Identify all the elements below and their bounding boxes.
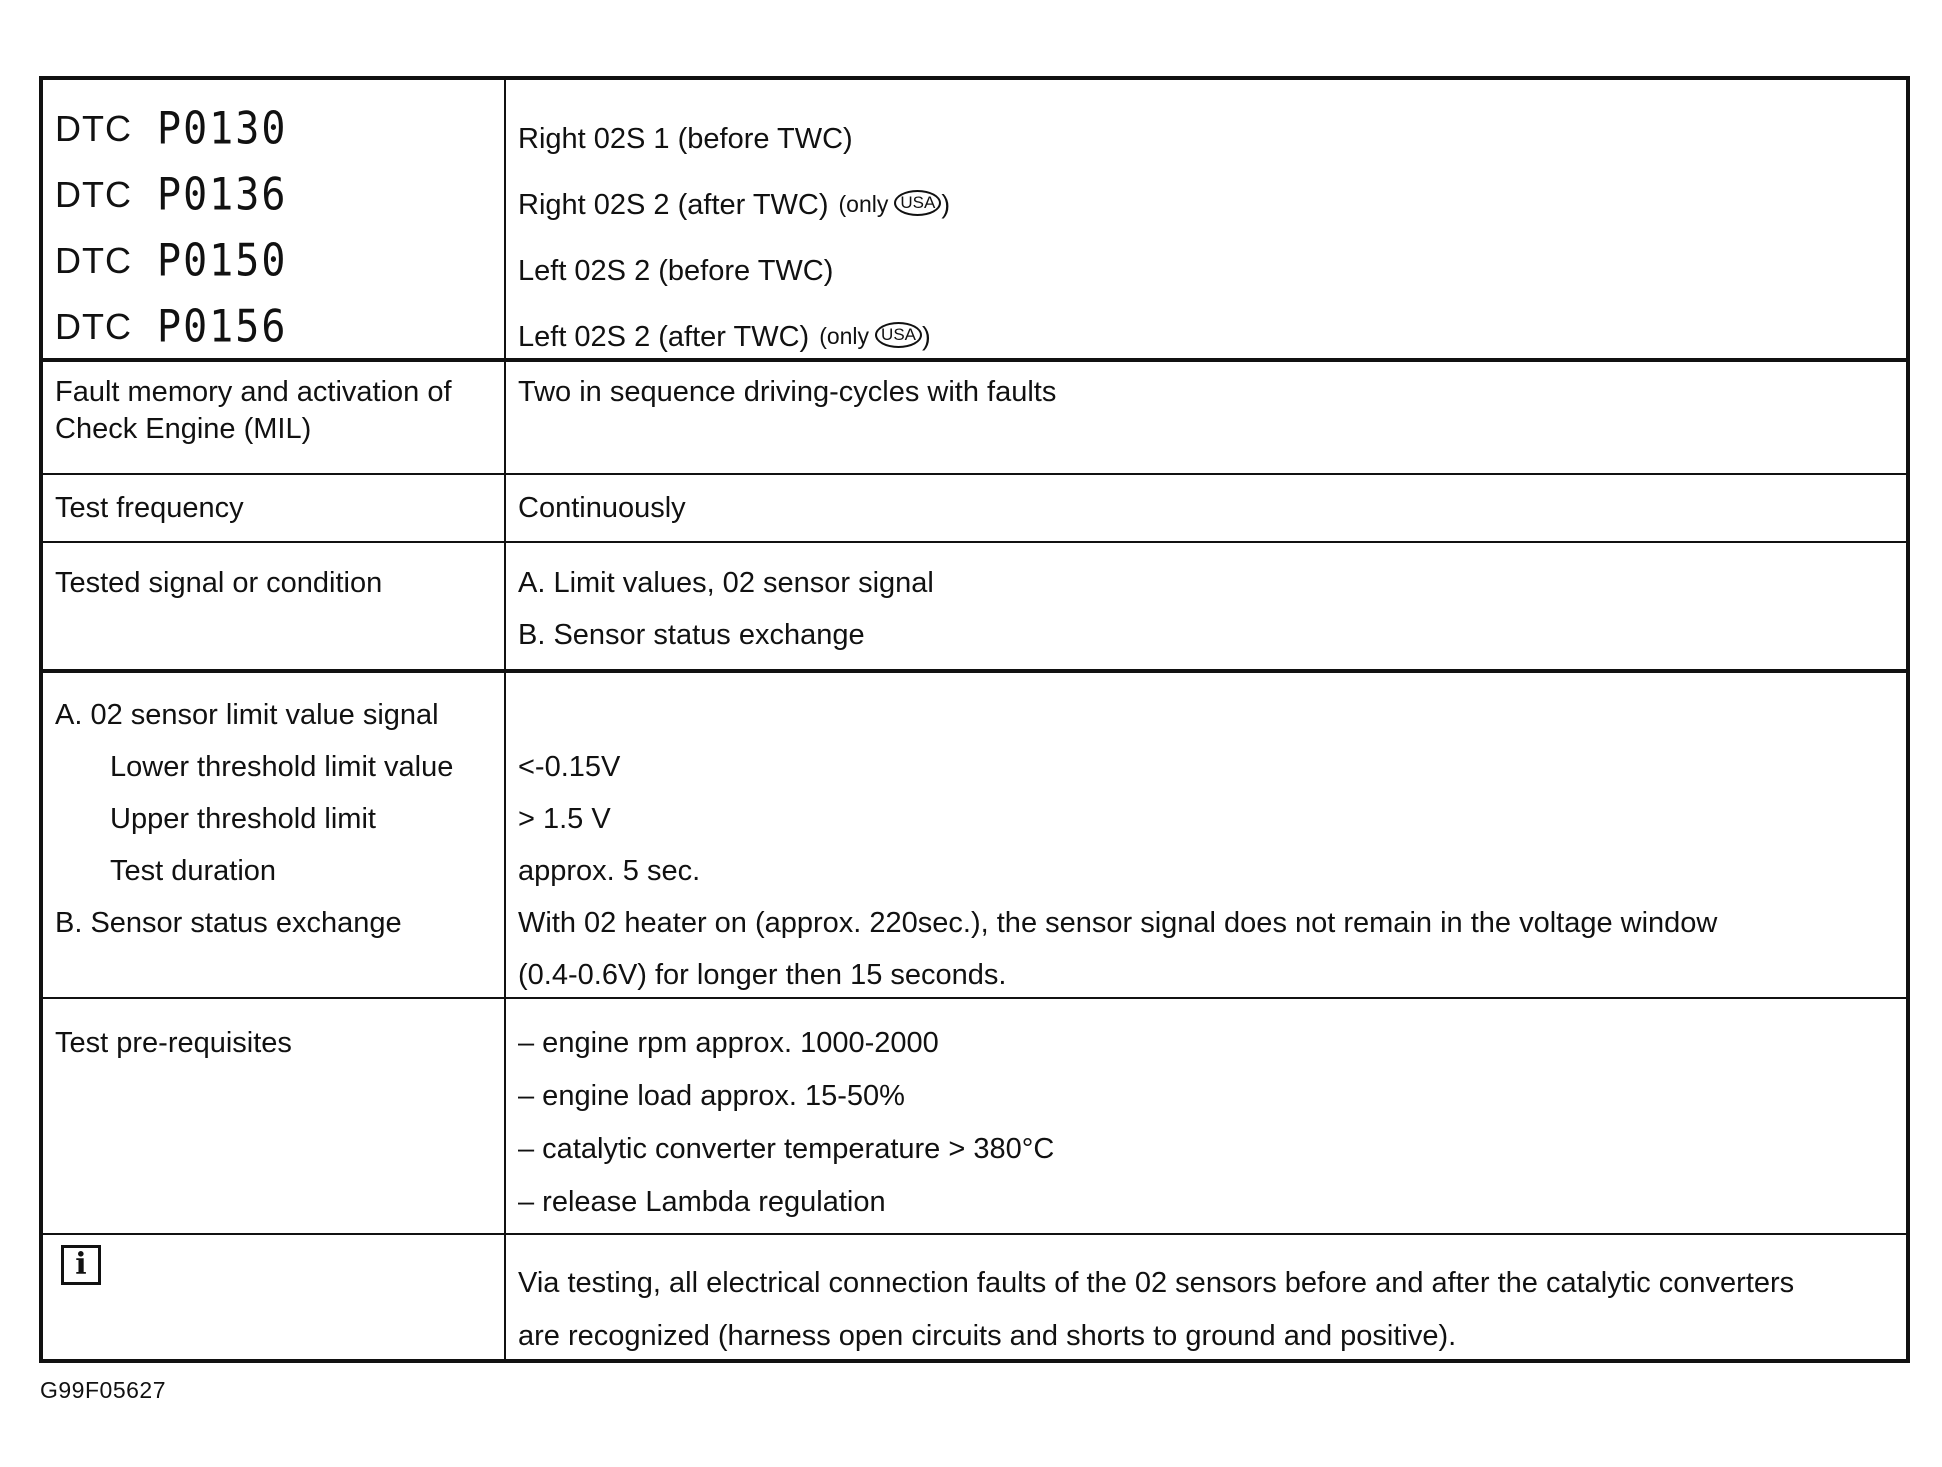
tested-signal-value: A. Limit values, 02 sensor signal	[518, 567, 934, 599]
fault-memory-row	[43, 362, 1906, 475]
info-text: are recognized (harness open circuits and shorts to ground and positive).	[518, 1320, 1457, 1352]
info-text-cell	[506, 1235, 1906, 1359]
dtc-entry	[55, 96, 492, 162]
test-prerequisites-label-cell	[43, 999, 506, 1233]
dtc-description-text: Right 02S 1 (before TWC)	[518, 122, 853, 155]
dtc-description	[518, 172, 1894, 238]
dtc-row	[43, 80, 1906, 362]
dtc-descriptions-cell	[506, 80, 1906, 358]
dtc-entry	[55, 228, 492, 294]
limit-heading-a: A. 02 sensor limit value signal	[55, 699, 439, 731]
only-note: (only	[838, 191, 889, 218]
tested-signal-label: Tested signal or condition	[55, 567, 383, 599]
info-row	[43, 1235, 1906, 1359]
status-exchange-value: With 02 heater on (approx. 220sec.), the sensor signal does not remain in the voltage window	[518, 907, 1718, 939]
fault-memory-label: Fault memory and activation of	[55, 376, 452, 408]
upper-threshold-value: > 1.5 V	[518, 803, 611, 835]
dtc-description-text: Left 02S 2 (before TWC)	[518, 254, 834, 287]
test-frequency-value-cell	[506, 475, 1906, 541]
dtc-code: P0136	[157, 168, 288, 221]
dtc-code: P0156	[157, 300, 288, 353]
info-icon: i	[61, 1245, 101, 1285]
dtc-label: DTC	[55, 174, 132, 216]
usa-badge-icon: USA	[894, 190, 941, 216]
prerequisite-item: – engine load approx. 15-50%	[518, 1080, 905, 1112]
figure-reference: G99F05627	[40, 1377, 166, 1403]
dtc-spec-table	[39, 76, 1910, 1363]
prerequisite-item: – catalytic converter temperature > 380°C	[518, 1133, 1055, 1165]
closing-paren: )	[941, 189, 951, 220]
upper-threshold-label: Upper threshold limit	[110, 803, 376, 835]
closing-paren: )	[922, 321, 931, 352]
limit-values-label-cell	[43, 673, 506, 997]
dtc-description	[518, 304, 1894, 370]
test-duration-value: approx. 5 sec.	[518, 855, 701, 887]
info-text: Via testing, all electrical connection faults of the 02 sensors before and after the catalytic converters	[518, 1267, 1795, 1299]
fault-memory-label-cell	[43, 362, 506, 473]
limit-heading-b: B. Sensor status exchange	[55, 907, 402, 939]
dtc-label: DTC	[55, 306, 132, 348]
only-note: (only	[819, 323, 870, 350]
dtc-entry	[55, 294, 492, 360]
tested-signal-value-cell	[506, 543, 1906, 669]
dtc-description	[518, 106, 1894, 172]
info-icon-cell	[43, 1235, 506, 1359]
lower-threshold-value: <-0.15V	[518, 751, 621, 783]
prerequisite-item: – release Lambda regulation	[518, 1186, 886, 1218]
limit-values-value-cell	[506, 673, 1906, 997]
dtc-code: P0150	[157, 234, 288, 287]
limit-spacer	[518, 689, 1894, 741]
limit-values-row	[43, 673, 1906, 999]
status-exchange-value: (0.4-0.6V) for longer then 15 seconds.	[518, 959, 1007, 991]
dtc-code: P0130	[157, 102, 288, 155]
test-duration-label: Test duration	[110, 855, 277, 887]
dtc-description-text: Right 02S 2 (after TWC)	[518, 188, 829, 221]
test-frequency-label-cell	[43, 475, 506, 541]
fault-memory-value: Two in sequence driving-cycles with faults	[518, 376, 1057, 408]
tested-signal-row	[43, 543, 1906, 673]
dtc-label: DTC	[55, 240, 132, 282]
test-frequency-value: Continuously	[518, 491, 686, 524]
tested-signal-value: B. Sensor status exchange	[518, 619, 865, 651]
tested-signal-label-cell	[43, 543, 506, 669]
test-frequency-label: Test frequency	[55, 491, 244, 524]
dtc-description	[518, 238, 1894, 304]
test-prerequisites-row	[43, 999, 1906, 1235]
fault-memory-value-cell	[506, 362, 1906, 473]
prerequisite-item: – engine rpm approx. 1000-2000	[518, 1027, 939, 1059]
dtc-label: DTC	[55, 108, 132, 150]
fault-memory-label: Check Engine (MIL)	[55, 412, 312, 445]
test-prerequisites-label: Test pre-requisites	[55, 1027, 292, 1059]
test-prerequisites-value-cell	[506, 999, 1906, 1233]
dtc-codes-cell	[43, 80, 506, 358]
dtc-description-text: Left 02S 2 (after TWC)	[518, 320, 810, 353]
test-frequency-row	[43, 475, 1906, 543]
lower-threshold-label: Lower threshold limit value	[110, 751, 454, 783]
usa-badge-icon: USA	[875, 322, 922, 348]
dtc-entry	[55, 162, 492, 228]
